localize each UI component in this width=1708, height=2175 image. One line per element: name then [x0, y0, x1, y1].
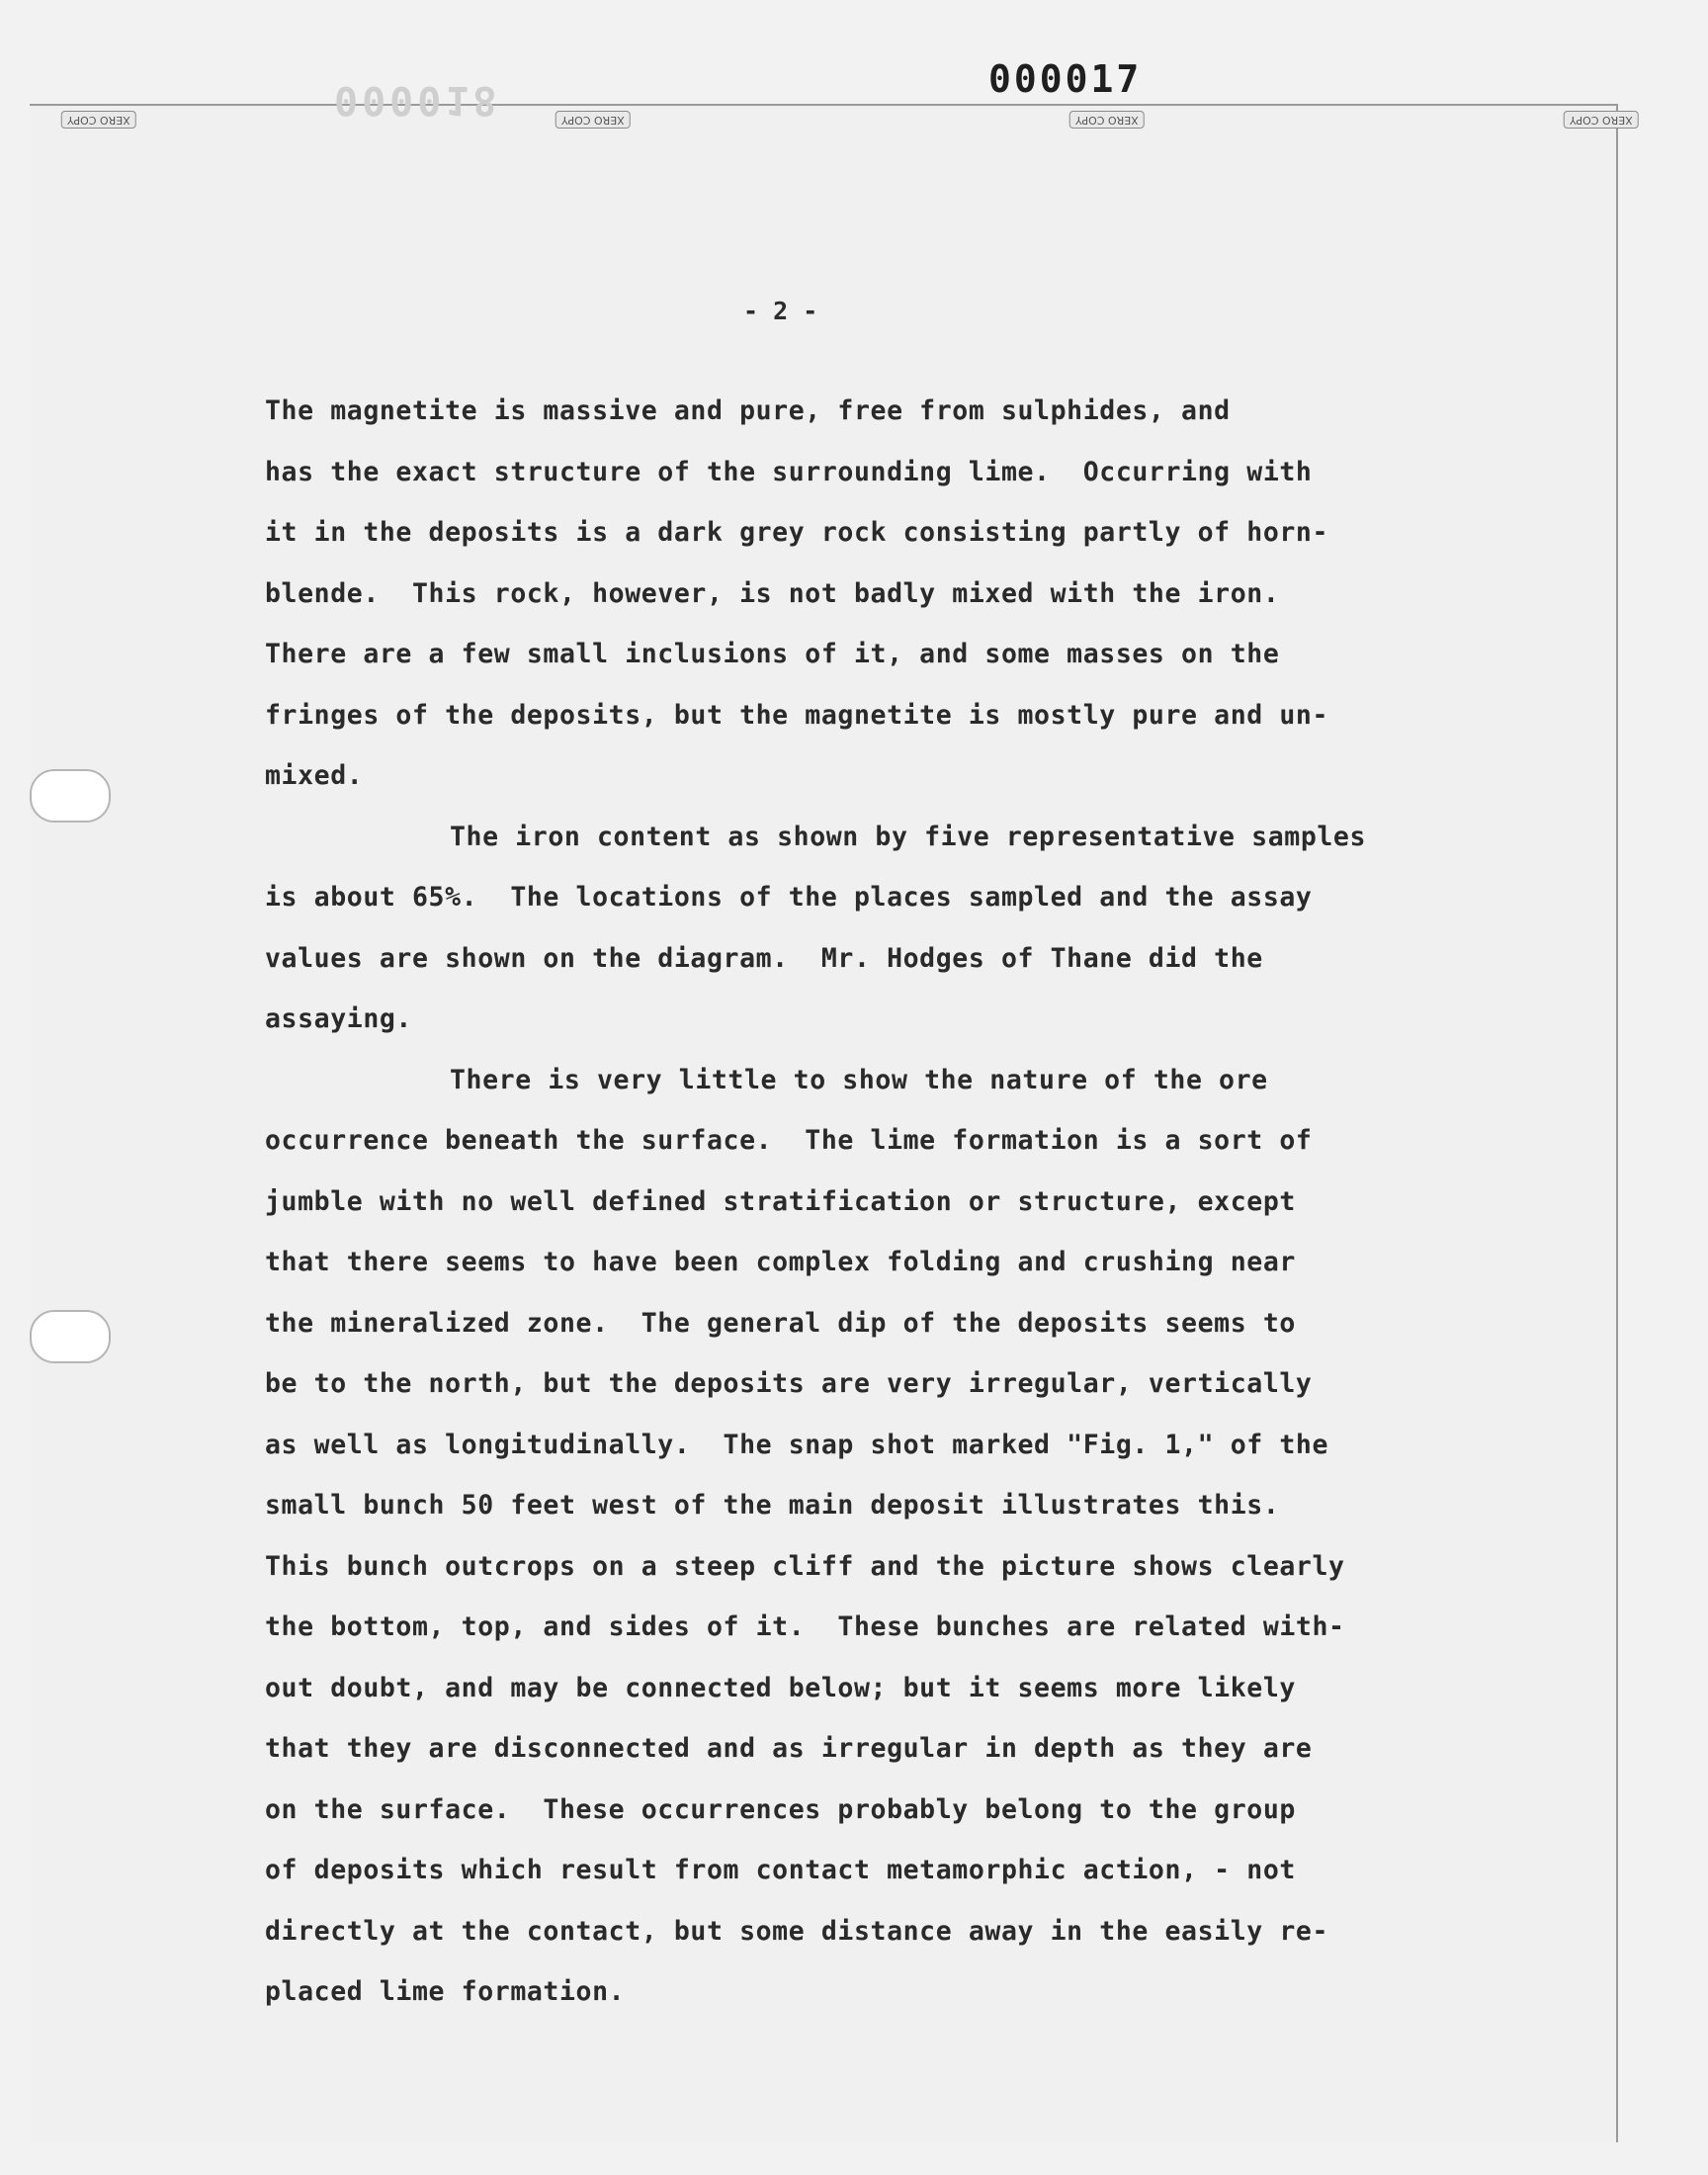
xero-copy-mark: XERO COPY — [1564, 111, 1639, 129]
text-line: mixed. — [265, 760, 364, 791]
text-line: has the exact structure of the surrounding lime. Occurring with — [265, 456, 1313, 487]
xero-copy-mark: XERO COPY — [1069, 111, 1145, 129]
text-line: of deposits which result from contact metamorphic action, - not — [265, 1855, 1296, 1885]
xero-copy-mark: XERO COPY — [61, 111, 136, 129]
text-line: it in the deposits is a dark grey rock consisting partly of horn- — [265, 517, 1329, 548]
text-line: placed lime formation. — [265, 1976, 626, 2007]
punch-hole — [30, 769, 111, 823]
text-line: The iron content as shown by five representative samples — [450, 821, 1367, 852]
xero-copy-mark: XERO COPY — [555, 111, 631, 129]
paragraph — [265, 807, 1500, 1050]
text-line: This bunch outcrops on a steep cliff and the picture shows clearly — [265, 1550, 1345, 1582]
text-line: fringes of the deposits, but the magnetite is mostly pure and un- — [265, 699, 1329, 731]
text-line: directly at the contact, but some distance away in the easily re- — [265, 1915, 1329, 1947]
text-line: blende. This rock, however, is not badly mixed with the iron. — [265, 577, 1280, 609]
punch-hole — [30, 1310, 111, 1363]
text-line: jumble with no well defined stratification or structure, except — [265, 1185, 1296, 1217]
text-line: as well as longitudinally. The snap shot marked "Fig. 1," of the — [265, 1429, 1329, 1460]
text-line: the mineralized zone. The general dip of the deposits seems to — [265, 1307, 1296, 1339]
text-line: small bunch 50 feet west of the main deposit illustrates this. — [265, 1490, 1280, 1521]
body-text — [265, 381, 1500, 2023]
text-line: out doubt, and may be connected below; but it seems more likely — [265, 1672, 1296, 1703]
text-line: There is very little to show the nature of the ore — [450, 1064, 1268, 1095]
text-line: that there seems to have been complex folding and crushing near — [265, 1247, 1296, 1277]
ghost-stamp-number: 000018 — [334, 77, 501, 123]
text-line: that they are disconnected and as irregular in depth as they are — [265, 1733, 1313, 1764]
paragraph — [265, 381, 1500, 807]
text-line: be to the north, but the deposits are very irregular, vertically — [265, 1368, 1313, 1399]
text-line: the bottom, top, and sides of it. These bunches are related with- — [265, 1611, 1345, 1642]
stamp-number: 000017 — [988, 57, 1143, 101]
text-line: values are shown on the diagram. Mr. Hodges of Thane did the — [265, 942, 1263, 974]
text-line: There are a few small inclusions of it, and some masses on the — [265, 639, 1280, 669]
paragraph — [265, 1050, 1500, 2023]
text-line: occurrence beneath the surface. The lime formation is a sort of — [265, 1125, 1313, 1156]
page-number: - 2 - — [743, 297, 818, 325]
text-line: is about 65%. The locations of the places sampled and the assay — [265, 882, 1313, 913]
text-line: on the surface. These occurrences probably belong to the group — [265, 1793, 1296, 1825]
text-line: assaying. — [265, 1003, 412, 1034]
text-line: The magnetite is massive and pure, free from sulphides, and — [265, 395, 1231, 426]
